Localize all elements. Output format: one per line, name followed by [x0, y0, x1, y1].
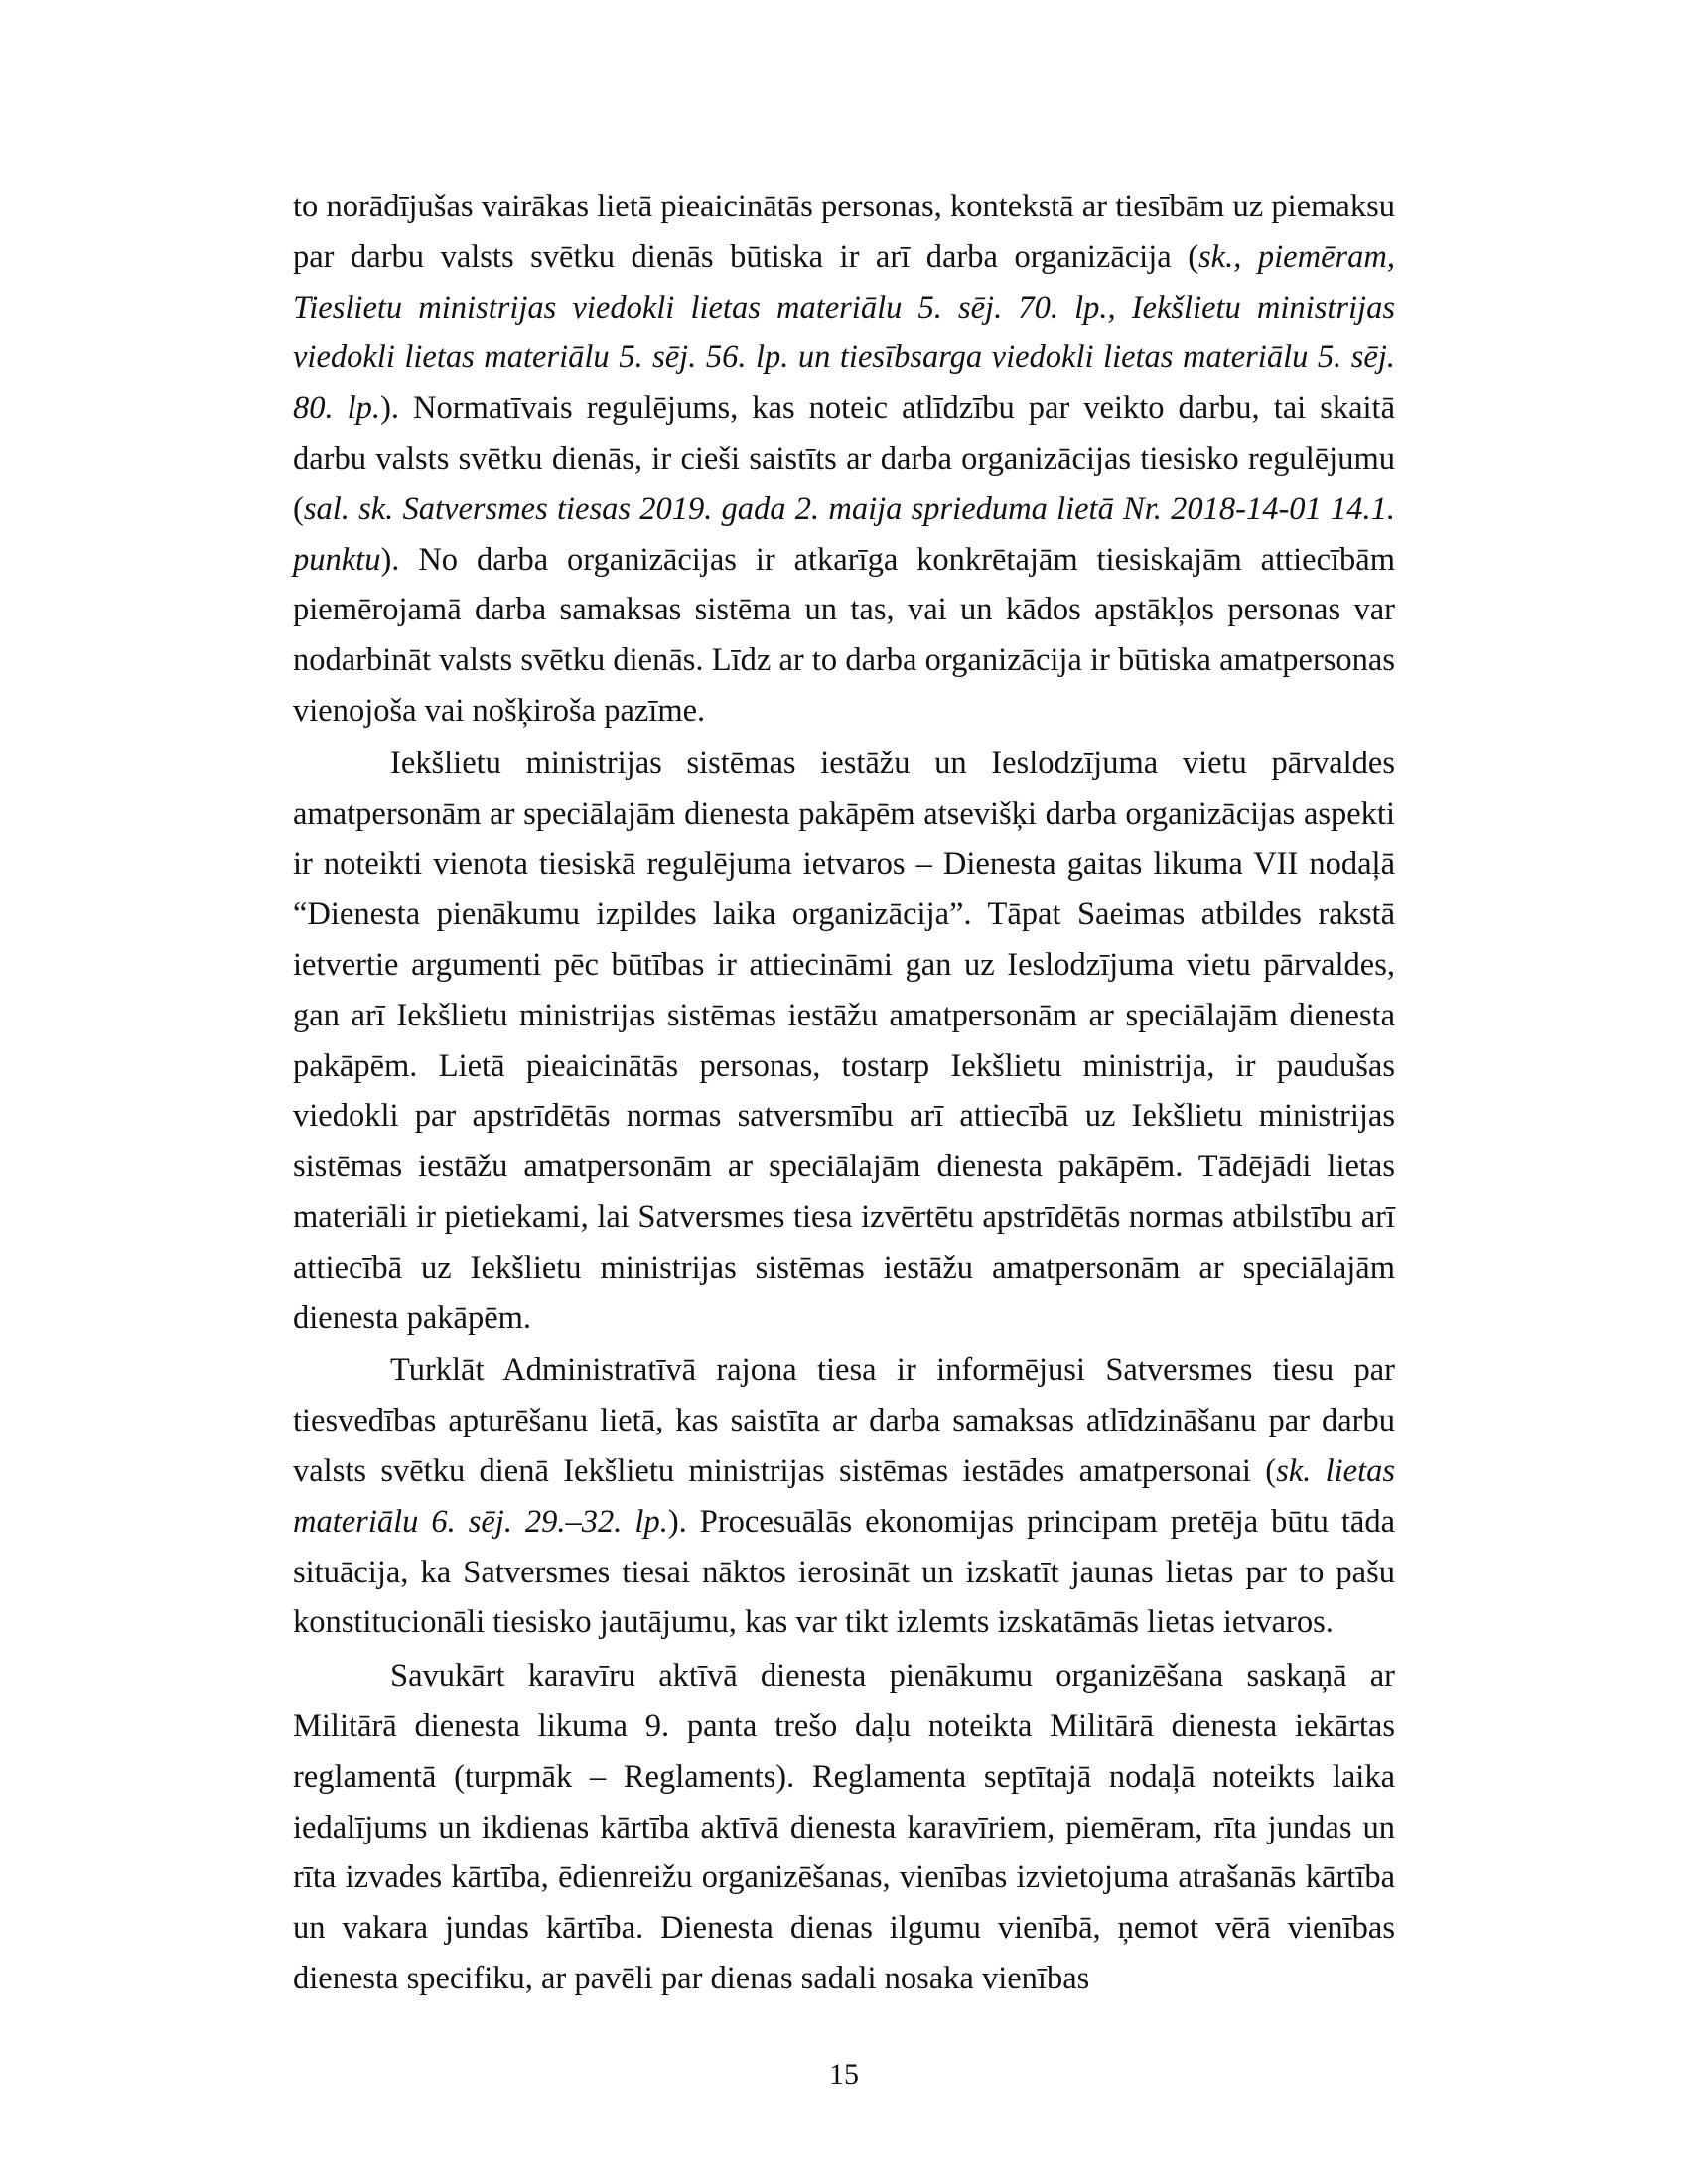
p3-text-1: Turklāt Administratīvā rajona tiesa ir informējusi Satversmes tiesu par tiesvedības apturēšanu lietā, kas saistīta ar darba samaksas atlīdzināšanu par darbu valsts svētku dienā Iekšlietu ministrijas sistēmas iestādes amatpersonai ( — [293, 1352, 1395, 1489]
paragraph-2 — [293, 739, 1395, 1344]
paragraph-4 — [293, 1651, 1395, 2004]
p1-citation-1: sk., piemēram, Tieslietu ministrijas viedokli lietas materiālu 5. sēj. 70. lp., Iekšlietu ministrijas viedokli lietas materiālu 5. sēj. 56. lp. un tiesībsarga viedokli lietas materiālu 5. sēj. 80. lp. — [293, 238, 1395, 427]
p4-text-1: Savukārt karavīru aktīvā dienesta pienākumu organizēšana saskaņā ar Militārā dienesta likuma 9. panta trešo daļu noteikta Militārā dienesta iekārtas reglamentā (turpmāk – Reglaments). Reglamenta septītajā nodaļā noteikts laika iedalījums un ikdienas kārtība aktīvā dienesta karavīriem, piemēram, rīta jundas un rīta izvades kārtība, ēdienreižu organizēšanas, vienības izvietojuma atrašanās kārtība un vakara jundas kārtība. Dienesta dienas ilgumu vienībā, ņemot vērā vienības dienesta specifiku, ar pavēli par dienas sadali nosaka vienības — [293, 1658, 1395, 1996]
p1-text-2: ). Normatīvais regulējums, kas noteic atlīdzību par veikto darbu, tai skaitā darbu valsts svētku dienās, ir cieši saistīts ar darba organizācijas tiesisko regulējumu ( — [293, 390, 1395, 527]
page-number: 15 — [829, 2058, 859, 2091]
p3-text-2: ). Procesuālās ekonomijas principam pretēja būtu tāda situācija, ka Satversmes tiesai nāktos ierosināt un izskatīt jaunas lietas par to pašu konstitucionāli tiesisko jautājumu, kas var tikt izlemts izskatāmās lietas ietvaros. — [293, 1503, 1396, 1641]
p3-citation-1: sk. lietas materiālu 6. sēj. 29.–32. lp. — [293, 1452, 1395, 1540]
p1-citation-2: sal. sk. Satversmes tiesas 2019. gada 2. maija sprieduma lietā Nr. 2018-14-01 14.1. punktu — [293, 490, 1395, 578]
paragraph-1 — [293, 182, 1395, 737]
paragraph-3 — [293, 1345, 1395, 1648]
p2-text-1: Iekšlietu ministrijas sistēmas iestāžu un Ieslodzījuma vietu pārvaldes amatpersonām ar speciālajām dienesta pakāpēm atsevišķi darba organizācijas aspekti ir noteikti vienota tiesiskā regulējuma ietvaros – Dienesta gaitas likuma VII nodaļā “Dienesta pienākumu izpildes laika organizācija”. Tāpat Saeimas atbildes rakstā ietvertie argumenti pēc būtības ir attiecināmi gan uz Ieslodzījuma vietu pārvaldes, gan arī Iekšlietu ministrijas sistēmas iestāžu amatpersonām ar speciālajām dienesta pakāpēm. Lietā pieaicinātās personas, tostarp Iekšlietu ministrija, ir paudušas viedokli par apstrīdētās normas satversmību arī attiecībā uz Iekšlietu ministrijas sistēmas iestāžu amatpersonām ar speciālajām dienesta pakāpēm. Tādējādi lietas materiāli ir pietiekami, lai Satversmes tiesa izvērtētu apstrīdētās normas atbilstību arī attiecībā uz Iekšlietu ministrijas sistēmas iestāžu amatpersonām ar speciālajām dienesta pakāpēm. — [293, 745, 1395, 1336]
p1-text-3: ). No darba organizācijas ir atkarīga konkrētajām tiesiskajām attiecībām piemērojamā darba samaksas sistēma un tas, vai un kādos apstākļos personas var nodarbināt valsts svētku dienās. Līdz ar to darba organizācija ir būtiska amatpersonas vienojoša vai nošķiroša pazīme. — [293, 541, 1395, 729]
document-body — [293, 182, 1395, 2004]
p1-text-1: to norādījušas vairākas lietā pieaicinātās personas, kontekstā ar tiesībām uz piemaksu par darbu valsts svētku dienās būtiska ir arī darba organizācija ( — [293, 189, 1395, 275]
